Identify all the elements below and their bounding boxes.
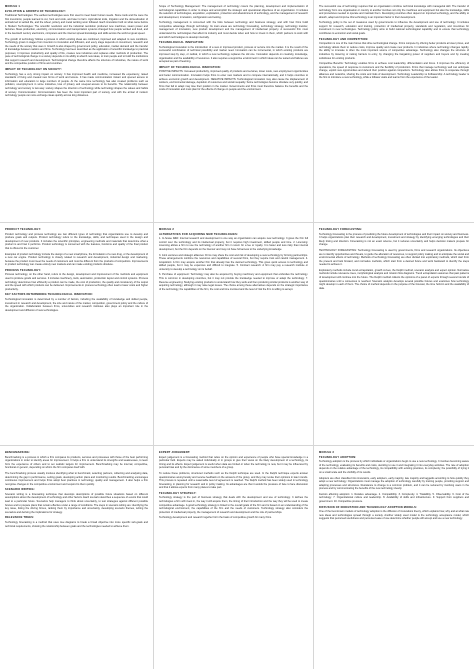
page-cell-r3c1 [0,446,154,669]
body-paragraph: Process technology, on the other hand, refers to the design, development and improvement of the methods and equipment used to produce goods and services. It includes machinery, tools, automation, production layout and control systems. Process technology determines how efficiently a product can be made, the cost of production, the quality and consistency of the output and the speed with which products can be delivered. Improvements in process technology often lead to lower costs and higher productivity. [5,273,148,291]
section-heading: TECHNOLOGY ADOPTION: [319,455,357,459]
body-paragraph: Examples of product technology include the design of a new smartphone, the formulation of a new drug, or the development of a new car engine. Product technology is closely related to research and development, industrial design and marketing, because the product must meet the needs of customers and must be different from the products of competitors. Improvements in product technology can create entirely new markets and can make existing products obsolete. [5,252,148,267]
body-paragraph: Technology forecasting is the process of predicting the future development of technologies and their impact on society and business. It helps organizations plan their research and development, investment and strategy by identifying emerging technologies and their likely timing and direction. Forecasting is not an exact science, but it reduces uncertainty and helps decision makers prepare for change. [319,232,469,247]
section-heading: BENCHMARKING: [5,451,31,454]
page-cell-r1c2 [154,0,314,223]
section-heading: TECHNOLOGY STRATEGY: [159,491,197,495]
page-cell-r2c3 [314,223,474,446]
body-paragraph: TECHNOLOGY FORECASTING: Technology forecasting is used by governments, firms and research organizations. Its objectives are to identify opportunities and threats, to guide the allocation of resources, to support policy making and to anticipate the social and environmental effects of technology. Methods of technology forecasting are often divided into exploratory methods, which start from the present and look forward, and normative methods, which start from a desired future and work backward to identify the steps needed to achieve it. [319,248,469,267]
page-cell-r2c1 [0,223,154,446]
body-paragraph: Scenario writing is a forecasting technique that develops descriptions of possible future situations based on different assumptions about the development of technology and other factors. Each scenario describes a sequence of events that could lead to a particular future. Scenarios help managers to think about uncertainty, to test strategies against different possible futures and to prepare plans that remain effective under a range of conditions. The steps in scenario writing are: identifying the key issue, listing the driving forces, ranking them by importance and uncertainty, developing scenario themes, writing the scenarios and deriving the implications for strategy. [5,492,148,514]
body-paragraph: Technological innovation is the introduction of a new or improved product, process or service into the market. It is the result of the successful combination of technical possibility and market need. Innovation can be incremental, in which existing products are improved step by step, or radical, in which a new technology replaces the old one. Innovation depends on creativity, knowledge, organisation and the availability of resources. It also requires a supportive environment in which ideas can be tested and failures are accepted as part of learning. [159,45,308,64]
body-paragraph: One of the best known models of technology adoption is the diffusion of innovations theory, which explains how, why and at what rate new ideas and technologies spread through a society. Another widely used model is the technology acceptance model, which suggests that perceived usefulness and perceived ease of use determine whether people will accept and use a new technology. [319,510,469,521]
body-paragraph: Technology development and research together form the basis of competitive growth for many firms. [159,516,272,520]
body-paragraph: Competition is one of the main forces that drive technological change. Firms compete by offering better products at lower prices, and technology allows them to reduce costs, improve quality and create new products. In industries where technology changes rapidly, the ability to innovate is often the most important source of competitive advantage. Technology also changes the structure of industries by lowering or raising barriers to entry, by changing the bargaining power of suppliers and buyers and by creating substitutes for existing products. [319,42,469,60]
body-paragraph: The benchmarking process usually involves identifying what to benchmark, selecting partners, collecting and analysing data, determining the gap in performance, setting goals, developing action plans and monitoring results. Benchmarking encourages continuous improvement and helps firms adopt best practices in technology, quality and management. It also helps a firm recognise changes in the competitive environment and respond to them quickly. [5,471,148,486]
body-paragraph: Competitive Benefits: Technology enables firms to achieve cost leadership, differentiation and focus. It improves the efficiency of operations, the speed of response to customers and the flexibility of production. Firms that manage technology well can anticipate change, exploit new opportunities and defend their position against competitors. Technology also allows firms to cooperate through alliances and networks, sharing the costs and risks of development. Technology Leadership vs Followership: A technology leader is the first to introduce a new technology, while a follower waits and learns from the experience of the leader. [319,62,469,80]
section-heading: ALTERNATIVES FOR ACQUIRING NEW TECHNOLOGIES: [159,232,239,236]
body-paragraph: Technology adoption is the process by which individuals or organizations begin to use a new technology. It involves becoming aware of the technology, evaluating its benefits and costs, deciding to use it and integrating it into everyday activities. The rate of adoption depends on the relative advantage of the technology, its compatibility with existing practices, its complexity, the possibility of trying it on a small scale and the visibility of its results. [319,460,469,474]
section-heading: KEY FACTORS DETERMINING TECHNOLOGICAL INNOVATION: [5,293,93,297]
body-paragraph: 3. Joint ventures and strategic alliances: Firms may share the cost and risk of developing a new technology by forming partnerships. These arrangements combine the resources and capabilities of several firms, but they require trust and careful management. 4. Acquisition: A firm may acquire another firm that already has the desired technology. This gives quick access to technology and skilled people, but it may be expensive and difficult to integrate. 5. Contract research: A firm may pay a research institute or university to develop a technology on its behalf. [159,253,308,271]
section-heading: MODULE 1 [5,5,21,8]
body-paragraph: 6. Purchase of equipment: Technology may also be acquired by buying machinery and equipment that embodies the technology. This is common in developing countries, but it may not provide the knowledge needed to improve or adapt the technology. 7. Reverse engineering: Studying existing products to understand how they work and then producing similar products is another way of acquiring technology, although it may raise legal issues. The choice among these alternatives depends on the strategic importance of the technology, the capabilities of the firm, the cost and time involved and the level of risk the firm is willing to accept. [159,273,308,291]
page-cell-r1c3 [314,0,474,223]
body-paragraph: Expert judgement is a forecasting method that relies on the opinion and experience of people who have special knowledge in a particular field. Experts may be asked individually or in groups to give their views on the likely development of a technology, its timing and its effects. Expert judgement is useful when data are limited or when the technology is new, but it may be influenced by personal bias and by the dominance of some members of a group. [159,455,308,470]
body-paragraph: Technology policy is the set of measures used by governments to influence the development and use of technology. It includes support for research, education and training, protection of intellectual property, standards and regulation, and incentives for investment in new technologies. Technology policy aims to build national technological capability and to ensure that technology contributes to economic and social goals. [319,21,469,36]
body-paragraph: Traditional Technologies: The earliest technologies were first used to meet basic human needs. Stone tools and fire were the first inventions; people learned to cut, hunt and cook, and later to farm. Agricultural tools, irrigation and the domestication of animals led to settled life, and the wheel, pottery and metal working soon followed. Each innovation built on what came before it. Modern Technologies: The scientific revolution and the industrial revolution produced new machines, steam power and factories. Mass production, electricity, communication and transportation systems changed how people worked and lived, and in the twentieth century electronics, computers and the internet spread knowledge and skills across the world at great speed. [5,14,148,35]
body-paragraph: Product technology and process technology are two different types of technology that organizations use to develop and produce goals and outputs. Product technology refers to the knowledge, skills, and techniques used in the design and development of new products. It includes the scientific principles, engineering methods and materials that determine what a product is and how it performs. Product technology is concerned with the features, functions and quality of the final product that is offered to the customer. [5,232,148,250]
section-heading: TECHNOLOGY AND COMPETITION: [319,37,369,41]
page-cell-r3c3 [314,446,474,669]
body-paragraph: Technological innovation is determined by a number of factors, including the availability of knowledge and skilled people, investment in research and development, the size and nature of the market, competition, government policy and the culture of the organization. Collaboration between firms, universities and research institutes also plays an important role in the development and diffusion of new technologies. [5,298,148,312]
section-heading: IMPACT OF TECHNOLOGY ON SOCIETY: [5,68,62,72]
body-paragraph: Adopters are often classified into innovators, early adopters, early majority, late majority and laggards according to how quickly they adopt a new technology. Organizations must manage the adoption of technology carefully by training people, providing support and adapting processes and structures. Resistance to change is a common problem, and it can be reduced by involving users in the process and by communicating the benefits of the new technology clearly. [319,476,469,491]
section-heading: EVOLUTION & GROWTH OF TECHNOLOGY: [5,9,66,13]
body-paragraph: Technology forecasting is a method that uses tree diagrams to break a broad objective into more specific sub-goals and technical requirements, showing the relationship between goals and the technologies needed to achieve them. [5,521,148,528]
body-paragraph: Benchmarking is a process in which a firm compares its products, services and processes with those of the best performing organizations in order to identify areas for improvement. It helps a firm to understand its strengths and weaknesses, to learn from the experience of others and to set realistic targets for improvement. Benchmarking may be internal, competitive, functional or generic, depending on whom the firm compares itself with. [5,455,148,470]
body-paragraph: Exploratory methods include trend extrapolation, growth curves, the Delphi method, scenario analysis and expert opinion. Normative methods include relevance trees, morphological analysis and mission flow diagrams. Trend extrapolation assumes that past patterns of development will continue into the future. The Delphi method collects the opinions of a panel of experts through several rounds of questionnaires until a consensus is reached. Scenario analysis develops several possible futures and examines how technology might develop in each of them. The choice of method depends on the purpose of the forecast, the time horizon and the availability of data. [319,268,469,290]
body-paragraph: Technology has a very strong impact on society. It has improved health and medicine, increased life expectancy, raised standards of living and created new forms of work and leisure. It has made communication instant and opened access to information and education to large numbers of people. At the same time technology has also created problems such as pollution, unemployment in some industries, loss of privacy and unequal access to its benefits. The relationship between technology and society is two-way: society shapes the direction of technology while technology shapes the values and habits of society. Communication: Communication has been the most important part of society, and with the arrival of modern technology people can now exchange ideas quickly across long distances. [5,72,148,98]
section-heading: SCENARIO WRITING: [5,488,35,492]
section-heading: TECHNOLOGICAL INNOVATION: [159,41,205,45]
section-heading: MODULE 3 [319,451,335,454]
page-cell-r3c2 [154,446,314,669]
section-heading: IMPACT OF TECHNOLOGICAL INNOVATION: [159,65,221,69]
body-paragraph: POSITIVE IMPACTS: Increased productivity, improved quality of products and services, lower costs, new employment opportunities and better communication. Innovation helps firms to enter new markets and to compete internationally, and it helps countries to achieve economic growth and development. NEGATIVE IMPACTS: Technological innovation may also cause the displacement of workers, environmental damage, depletion of resources and social inequality. Some technologies become obsolete very quickly, and firms that fail to adapt may lose their position in the market. Governments and firms must therefore balance the benefits and the costs of innovation and must plan for the effects of change on people and the environment. [159,70,308,92]
section-heading: TECHNOLOGY FORECASTING: [319,228,363,231]
body-paragraph: Factors affecting adoption: 1. Relative advantage. 2. Compatibility. 3. Complexity. 4. Trialability. 5. Observability. 6. Cost of the technology. 7. Organizational culture and leadership. 8. Availability of skills and infrastructure. 9. Support from suppliers and government. 10. Competitive pressure. [319,492,469,504]
section-heading: PRODUCT TECHNOLOGY: [5,228,42,231]
body-paragraph: 1. In-house R&D: Internal research and development is one way an organization can acquire new technology. It gives the firm full control over the technology and its intellectual property, but it requires high investment, skilled people and time. 2. Licensing: Licensing allows a firm to use the technology of another firm in return for a fee or royalty. It is faster and less risky than internal development, but the firm depends on the licensor and may not have full access to the underlying knowledge. [159,237,308,251]
body-paragraph: Scope of Technology Management: The management of technology covers the planning, development and implementation of technological capabilities in order to shape and accomplish the strategic and operational objectives of an organization. It includes the selection of technologies, acquisition, exploitation, protection and abandonment of technology, and the management of research and development, innovation, configuration and testing. [159,5,308,19]
section-heading: DIFFUSION OF INNOVATION AND TECHNOLOGY ADOPTION MODELS: [319,505,418,509]
section-heading: RELEVANCE TREES: [5,516,35,520]
body-paragraph: Technology management is concerned with the links between technology and business strategy, and with how firms build competitive advantage through technology. Its main areas are technology forecasting, technology strategy, technology transfer, management of innovation, new product development and the management of intellectual property. A successful firm must understand the technologies that affect its industry and must decide when and how to invest in them, which partners to work with and which technologies to develop internally. [159,21,308,39]
page-cell-r1c1 [0,0,154,223]
body-paragraph: To reduce these problems, structured methods such as the Delphi technique are used. In the Delphi technique experts answer questionnaires anonymously and receive feedback on the answers of the group, and they may revise their opinions in later rounds. This process is repeated until a reasonable level of agreement is reached. The Delphi method has been widely used in technology forecasting, in planning for research and in policy making. Its advantages are that it avoids the pressure of face to face discussion and that it allows experts from many places to take part. [159,471,308,490]
page-cell-r2c2 [154,223,314,446]
body-paragraph: Technology strategy is the part of business strategy that deals with the development and use of technology. It defines the technologies a firm will invest in, the way it will acquire them, the timing of their introduction and the way they will be used to create competitive advantage. A good technology strategy is linked to the overall goals of the firm and is based on an understanding of the technological environment, the capabilities of the firm and the needs of customers. Technology strategy also considers the protection of intellectual property, the management of research and development and the role of partnerships. [159,496,308,514]
body-paragraph: The growth of technology follows a process in which existing ideas are combined, improved and adapted to new conditions. Technology grows in stages from invention to innovation and diffusion, and every stage depends on investment, research and the needs of the society that uses it. Growth is also shaped by government policy, education, market demand and the transfer of knowledge between nations and firms. Technology has been described as the application of scientific knowledge to practical purposes; it improves productivity and quality of life, creates new industries and replaces older methods of production. The pace of technological change in a society depends on its ability to absorb new ideas, to train people and to build the institutions that support research and development. Technological change therefore affects the structure of industries, the nature of work and the competitive position of firms and countries. [5,37,148,66]
body-paragraph: The successful use of technology requires that an organisation combine technical knowledge with managerial skill. The transfer of technology from one organisation or country to another involves not only the machines and equipment but also the knowledge, skills and procedures needed to operate and maintain them. Developing countries often depend on imported technology, and the ability to absorb, adapt and improve this technology is an important factor in their development. [319,5,469,19]
section-heading: PROCESS TECHNOLOGY: [5,268,42,272]
section-heading: MODULE 2 [159,228,175,231]
section-heading: EXPERT JUDGEMENT: [159,451,191,454]
